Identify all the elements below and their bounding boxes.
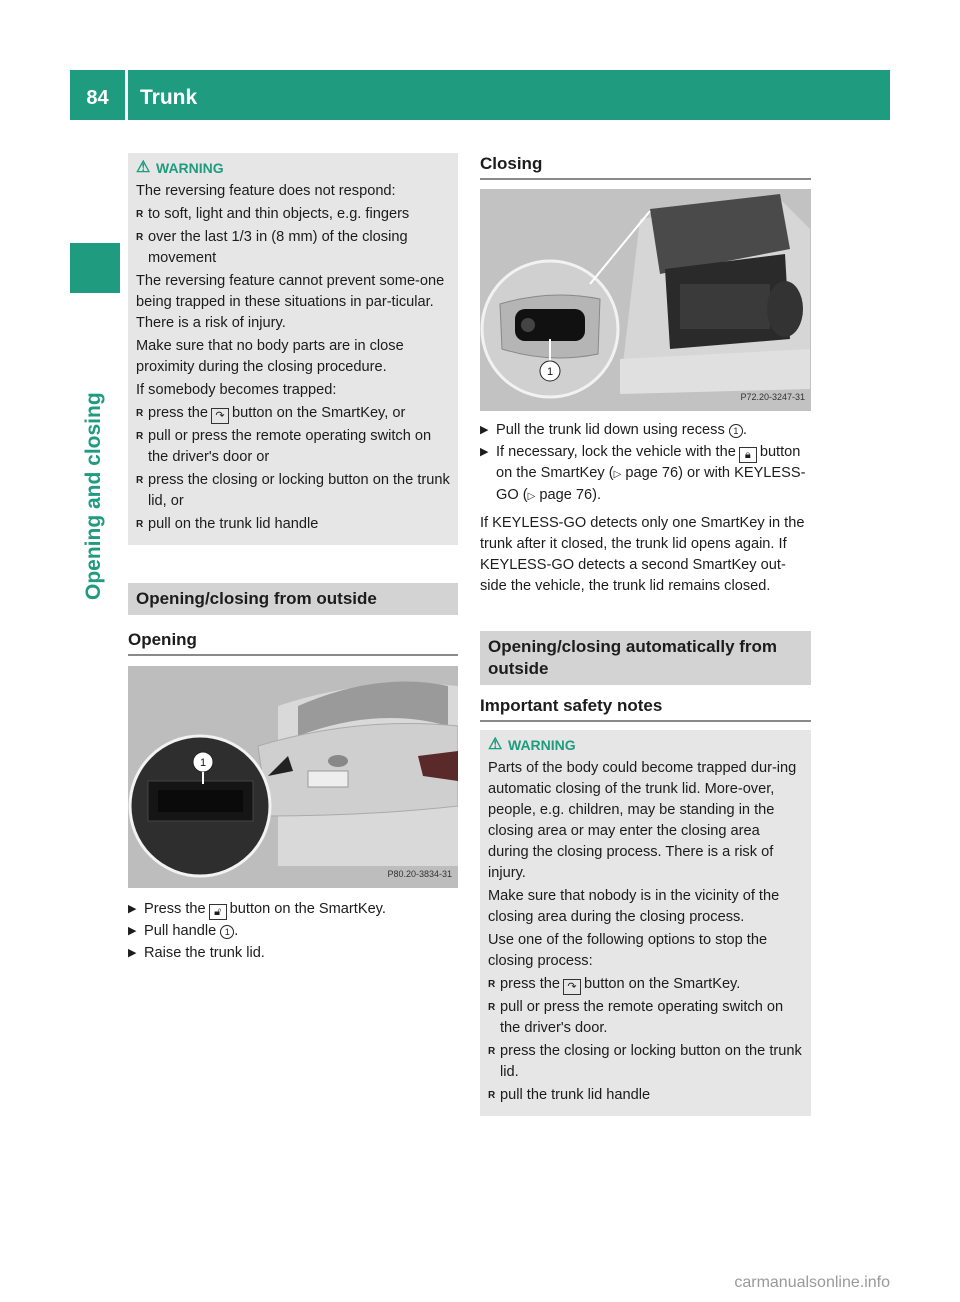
section-heading: Opening/closing from outside [128,583,458,615]
warning-triangle-icon: ⚠ [136,159,151,176]
callout-number: 1 [199,757,207,769]
open-trunk-illustration [480,189,811,411]
page-number: 84 [86,87,109,109]
warning-paragraph: Make sure that nobody is in the vicinity of the closing area during the closing process. [488,888,780,925]
list-item: R press the ↷ button on the SmartKey. [488,974,803,995]
trunk-key-icon: ↷ [563,979,581,995]
step-arrow-icon: ▶ [480,424,489,436]
warning-paragraph: If somebody becomes trapped: [136,382,337,398]
page-ref-icon: ▷ [613,469,622,480]
warning-box [128,153,458,545]
warning-heading [136,157,450,179]
instruction-step: ▶ Raise the trunk lid. [128,943,458,964]
list-item: R pull on the trunk lid handle [136,514,450,535]
right-column [480,153,811,1116]
instruction-step: ▶ Press the 🔓︎ button on the SmartKey. [128,901,386,918]
subsection-heading: Closing [480,153,811,180]
lock-icon: 🔒︎ [739,447,757,463]
page-title: Trunk [140,86,198,109]
body-paragraph: If KEYLESS-GO detects only one SmartKey in the trunk after it closed, the trunk lid opens again. If KEYLESS-GO detects a second SmartKey out-side the vehicle, the trunk lid remains closed. [480,515,805,594]
list-item: R over the last 1/3 in (8 mm) of the closing movement [136,227,450,269]
car-rear-illustration [128,666,458,888]
step-arrow-icon: ▶ [128,903,137,915]
warning-paragraph: The reversing feature cannot prevent some-one being trapped in these situations in par-ticular. There is a risk of injury. [136,273,445,331]
instruction-step: ▶ Pull the trunk lid down using recess 1 . [480,420,811,441]
trunk-closing-image [480,189,811,411]
watermark: carmanualsonline.info [734,1274,890,1291]
warning-label: WARNING [156,160,224,176]
step-arrow-icon: ▶ [480,446,489,458]
list-item: R pull the trunk lid handle [488,1085,803,1106]
unlock-icon: 🔓︎ [209,904,227,920]
step-arrow-icon: ▶ [128,947,137,959]
image-code: P80.20-3834-31 [387,869,452,879]
step-arrow-icon: ▶ [128,925,137,937]
warning-label: WARNING [508,737,576,753]
warning-paragraph: Use one of the following options to stop the closing process: [488,932,768,969]
warning-intro: The reversing feature does not respond: [136,183,396,199]
warning-paragraph: Make sure that no body parts are in close proximity during the closing procedure. [136,338,404,375]
warning-triangle-icon: ⚠ [488,736,503,753]
trunk-handle-image [128,666,458,888]
instruction-step: ▶ Pull handle 1 . [128,921,458,942]
callout-number: 1 [546,366,554,378]
callout-marker: 1 [220,925,234,939]
left-column [128,153,458,964]
list-item: R pull or press the remote operating switch on the driver's door or [136,426,450,468]
instruction-step: ▶ If necessary, lock the vehicle with the 🔒︎ button on the SmartKey (▷ page 76) or with KEYLESS-GO (▷ page 76). [480,444,806,503]
callout-marker: 1 [729,424,743,438]
subsection-heading: Important safety notes [480,695,811,722]
subsection-heading: Opening [128,629,458,656]
image-code: P72.20-3247-31 [740,392,805,402]
warning-heading [488,734,803,756]
trunk-key-icon: ↷ [211,408,229,424]
list-item: R press the closing or locking button on the trunk lid, or [136,470,450,512]
list-item: R pull or press the remote operating switch on the driver's door. [488,997,803,1039]
sidebar-chapter-title: Opening and closing [82,392,105,600]
list-item: R to soft, light and thin objects, e.g. fingers [136,204,450,225]
list-item: R press the ↷ button on the SmartKey, or [136,403,450,424]
warning-box [480,730,811,1116]
sidebar-marker [70,243,120,293]
header-divider [125,70,128,120]
section-heading: Opening/closing automatically from outside [480,631,811,685]
page-ref-icon: ▷ [527,491,536,502]
list-item: R press the closing or locking button on the trunk lid. [488,1041,803,1083]
warning-paragraph: Parts of the body could become trapped dur-ing automatic closing of the trunk lid. More-over, people, e.g. children, may be standing in the closing area or may enter the closing area during the closing process. There is a risk of injury. [488,760,797,881]
